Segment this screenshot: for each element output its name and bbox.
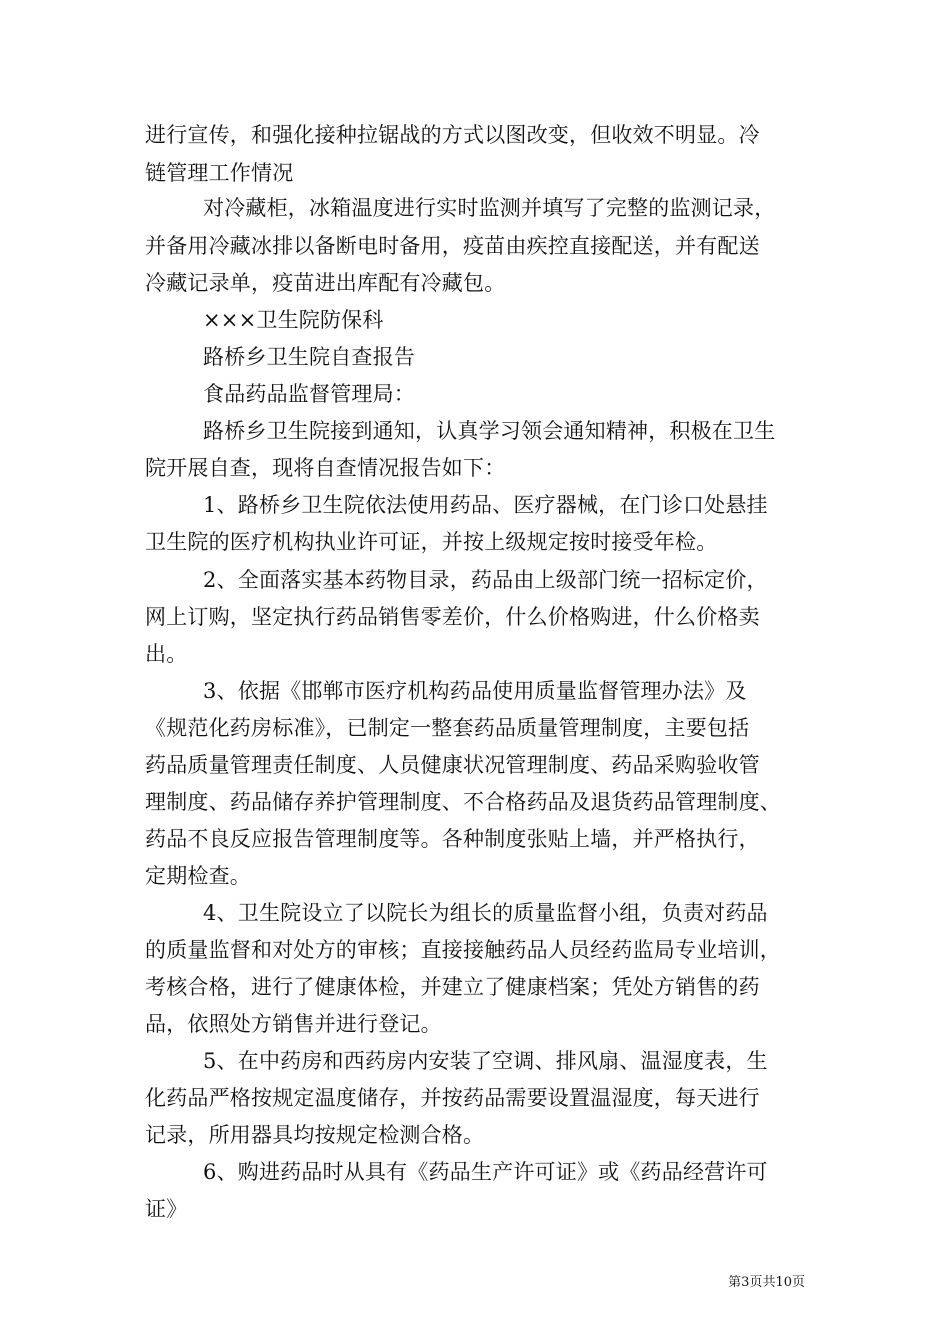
- text-line: 对冷藏柜，冰箱温度进行实时监测并填写了完整的监测记录，: [203, 196, 776, 220]
- text-line: 5、在中药房和西药房内安装了空调、排风扇、温湿度表，生: [203, 1049, 768, 1073]
- text-line: 定期检查。: [145, 864, 251, 888]
- text-line: 路桥乡卫生院自查报告: [203, 345, 415, 369]
- text-line: 出。: [145, 642, 188, 666]
- text-line: 进行宣传，和强化接种拉锯战的方式以图改变，但收效不明显。冷: [145, 123, 760, 147]
- text-line: 院开展自查，现将自查情况报告如下：: [145, 456, 506, 480]
- text-line: 记录，所用器具均按规定检测合格。: [145, 1123, 485, 1147]
- text-line: 考核合格，进行了健康体检，并建立了健康档案；凭处方销售的药: [145, 975, 760, 999]
- text-line: 链管理工作情况: [145, 161, 294, 185]
- text-line: 品，依照处方销售并进行登记。: [145, 1012, 442, 1036]
- text-line: 证》: [145, 1197, 188, 1221]
- text-line: 并备用冷藏冰排以备断电时备用，疫苗由疾控直接配送，并有配送: [145, 234, 760, 258]
- page-number: 第3页共10页: [728, 1275, 805, 1290]
- text-line: ×××卫生院防保科: [203, 308, 384, 332]
- text-line: 化药品严格按规定温度储存，并按药品需要设置温湿度，每天进行: [145, 1086, 760, 1110]
- text-line: 冷藏记录单，疫苗进出库配有冷藏包。: [145, 271, 506, 295]
- text-line: 药品质量管理责任制度、人员健康状况管理制度、药品采购验收管: [145, 753, 760, 777]
- text-line: 4、卫生院设立了以院长为组长的质量监督小组，负责对药品: [203, 901, 768, 925]
- text-line: 2、全面落实基本药物目录，药品由上级部门统一招标定价，: [203, 568, 768, 592]
- text-line: 3、依据《邯郸市医疗机构药品使用质量监督管理办法》及: [203, 679, 747, 703]
- text-line: 的质量监督和对处方的审核；直接接触药品人员经药监局专业培训，: [145, 938, 781, 962]
- text-line: 6、购进药品时从具有《药品生产许可证》或《药品经营许可: [203, 1160, 768, 1184]
- text-line: 《规范化药房标准》，已制定一整套药品质量管理制度，主要包括: [145, 716, 750, 740]
- text-line: 1、路桥乡卫生院依法使用药品、医疗器械，在门诊口处悬挂: [203, 493, 768, 517]
- text-line: 药品不良反应报告管理制度等。各种制度张贴上墙，并严格执行，: [145, 827, 760, 851]
- text-line: 食品药品监督管理局：: [203, 382, 415, 406]
- text-line: 卫生院的医疗机构执业许可证，并按上级规定按时接受年检。: [145, 530, 718, 554]
- text-line: 路桥乡卫生院接到通知，认真学习领会通知精神，积极在卫生: [203, 419, 776, 443]
- text-line: 网上订购，坚定执行药品销售零差价，什么价格购进，什么价格卖: [145, 605, 760, 629]
- text-line: 理制度、药品储存养护管理制度、不合格药品及退货药品管理制度、: [145, 790, 781, 814]
